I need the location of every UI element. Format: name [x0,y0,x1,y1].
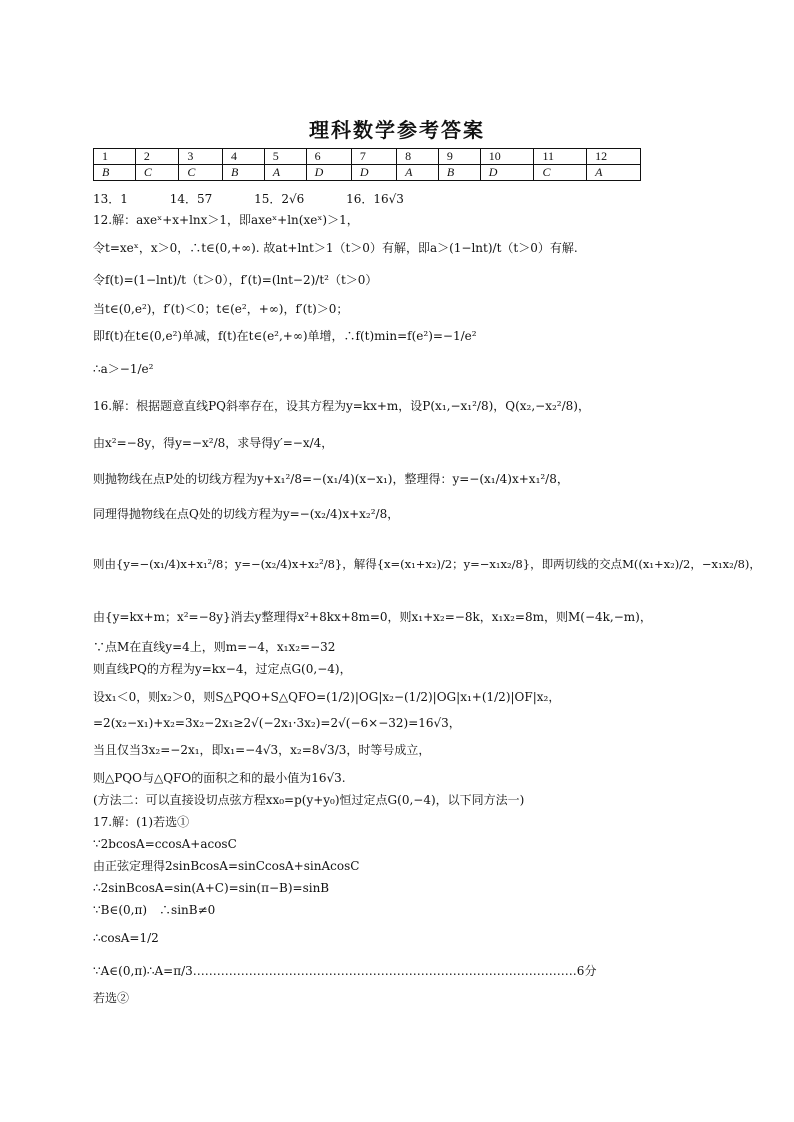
solution-line: 设x₁＜0，则x₂＞0，则S△PQO+S△QFO=(1/2)|OG|x₂−(1/2)|OG|x₁+(1/2)|OF|x₂， [93,690,561,704]
table-cell: D [351,165,396,181]
table-cell: 8 [397,149,439,165]
solution-line: 当t∈(0,e²)，f′(t)＜0；t∈(e²，+∞)，f′(t)＞0； [93,302,349,316]
solution-line: ∵B∈(0,π) ∴sinB≠0 [93,903,216,917]
table-cell: 10 [480,149,534,165]
table-cell: D [480,165,534,181]
table-cell: 7 [351,149,396,165]
table-cell: 5 [264,149,306,165]
table-cell: 12 [587,149,641,165]
solution-line: 若选② [93,991,130,1005]
solution-line: 即f(t)在t∈(0,e²)单减，f(t)在t∈(e²,+∞)单增，∴f(t)min=f(e²)=−1/e² [93,329,477,343]
solution-line: 当且仅当3x₂=−2x₁，即x₁=−4√3，x₂=8√3/3，时等号成立， [93,743,431,757]
table-cell: 4 [222,149,264,165]
table-cell: 11 [534,149,587,165]
solution-line: ∴2sinBcosA=sin(A+C)=sin(π−B)=sinB [93,881,330,895]
solution-line: =2(x₂−x₁)+x₂=3x₂−2x₁≥2√(−2x₁·3x₂)=2√(−6×−32)=16√3， [93,716,461,730]
solution-line: 令t=xeˣ，x＞0，∴t∈(0,+∞). 故at+lnt＞1（t＞0）有解，即a＞(1−lnt)/t（t＞0）有解. [93,241,578,255]
solution-line: 17.解：(1)若选① [93,815,190,829]
table-cell: 3 [179,149,223,165]
fill-answer: 14．57 [169,192,213,206]
solution-line: 由{y=kx+m；x²=−8y}消去y整理得x²+8kx+8m=0，则x₁+x₂=−8k，x₁x₂=8m，则M(−4k,−m)， [93,610,652,624]
table-cell: B [94,165,136,181]
fill-in-answers [93,190,442,207]
solution-line: 令f(t)=(1−lnt)/t（t＞0），f′(t)=(lnt−2)/t²（t＞0） [93,273,378,287]
table-cell: 6 [306,149,351,165]
solution-line: ∴cosA=1/2 [93,931,159,945]
table-cell: A [264,165,306,181]
table-cell: A [397,165,439,181]
solution-line: 则由{y=−(x₁/4)x+x₁²/8；y=−(x₂/4)x+x₂²/8}，解得{x=(x₁+x₂)/2；y=−x₁x₂/8}，即两切线的交点M((x₁+x₂)/2，−x₁x₂/8)， [93,557,761,571]
solution-line: 16.解：根据题意直线PQ斜率存在，设其方程为y=kx+m，设P(x₁,−x₁²/8)，Q(x₂,−x₂²/8)， [93,399,590,413]
solution-line: 则△PQO与△QFO的面积之和的最小值为16√3. [93,771,346,785]
solution-line: 则直线PQ的方程为y=kx−4，过定点G(0,−4)， [93,662,352,676]
answer-table [93,148,641,181]
table-cell: B [438,165,480,181]
fill-answer: 13．1 [93,192,128,206]
solution-line: ∵2bcosA=ccosA+acosC [93,837,237,851]
answer-numbers-row [94,149,641,165]
table-cell: A [587,165,641,181]
solution-line: 由正弦定理得2sinBcosA=sinCcosA+sinAcosC [93,859,360,873]
solution-line: 12.解：axeˣ+x+lnx＞1，即axeˣ+ln(xeˣ)＞1， [93,213,359,227]
fill-answer: 16．16√3 [346,192,404,206]
table-cell: C [179,165,223,181]
answer-letters-row [94,165,641,181]
page-title: 理科数学参考答案 [309,118,485,142]
table-cell: 2 [135,149,179,165]
table-cell: C [534,165,587,181]
table-cell: D [306,165,351,181]
solution-line: ∵点M在直线y=4上，则m=−4，x₁x₂=−32 [93,640,336,654]
solution-line: (方法二：可以直接设切点弦方程xx₀=p(y+y₀)恒过定点G(0,−4)，以下同方法一) [93,793,525,807]
solution-line: ∵A∈(0,π)∴A=π/3……………………………………………………………………………………6分 [93,964,597,978]
solution-line: 同理得抛物线在点Q处的切线方程为y=−(x₂/4)x+x₂²/8， [93,507,400,521]
solution-line: 则抛物线在点P处的切线方程为y+x₁²/8=−(x₁/4)(x−x₁)，整理得：y=−(x₁/4)x+x₁²/8， [93,472,569,486]
table-cell: B [222,165,264,181]
table-cell: 9 [438,149,480,165]
solution-line: 由x²=−8y，得y=−x²/8，求导得y′=−x/4， [93,436,334,450]
table-cell: C [135,165,179,181]
fill-answer: 15．2√6 [254,192,305,206]
table-cell: 1 [94,149,136,165]
solution-line: ∴a＞−1/e² [93,362,154,376]
